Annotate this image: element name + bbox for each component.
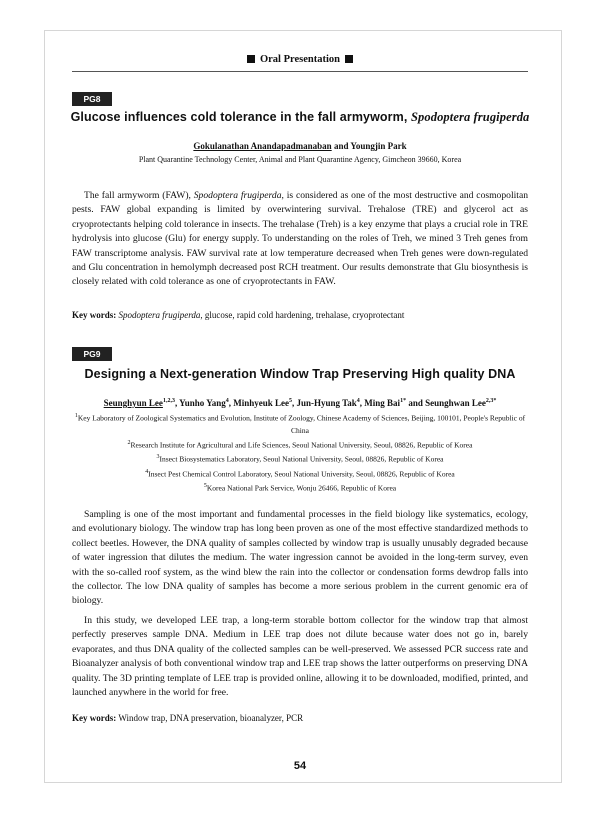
square-bullet-icon	[247, 55, 255, 63]
aff-text: Research Institute for Agricultural and Life Sciences, Seoul National University, Seoul, 08826, Republic of Korea	[130, 440, 473, 449]
section-header-label: Oral Presentation	[259, 54, 340, 65]
author-list-pg9: Seunghyun Lee$^{1,2,3}$, Yunho Yang$^4$, Minhyeuk Lee$^5$, Jun-Hyung Tak$^4$, Ming Bai$^{1*}$ and Seunghwan Lee$^{2,3*}$	[103, 398, 497, 408]
author-sup: 5	[289, 398, 292, 404]
affiliation-5	[70, 480, 530, 495]
page-number: 54	[293, 760, 307, 772]
author-name: Yunho Yang	[179, 398, 226, 408]
author-sup: 2,3*	[485, 398, 497, 404]
keywords-text: Window trap, DNA preservation, bioanalyzer, PCR	[116, 713, 304, 723]
aff-sup: 5	[203, 483, 207, 489]
title-text: Glucose influences cold tolerance in the fall armyworm,	[70, 110, 411, 124]
author-name: Jun-Hyung Tak	[296, 398, 357, 408]
body-text: , is considered as one of the most destructive and cosmopolitan pests. FAW global expanding is limited by overwintering survival. Trehalose (TRE) and glycerol act as cryoprotectants helping cold tolerance in insects. The trehalase (Treh) is a key enzyme that plays a crucial role in TRE hydrolysis into glucose (Glu) for energy supply. To understanding on the roles of Treh, we mined 3 Treh genes from FAW transcriptome analysis. FAW survival rate at low temperature decreased when Treh genes were down-regulated and Glu concentration in hemolymph decreased post RCH treatment. Our results demonstrate that Glu biosynthesis is closely related with cold tolerance as one of cryoprotectants in FAW.	[72, 190, 528, 288]
abstract-body-pg9-p1: Sampling is one of the most important and fundamental processes in the field biology like systematics, ecology, and evolutionary biology. The window trap has long been proven as one of the most effective standardized methods to collect beetles. However, the DNA quality of samples collected by window trap is usually unusably degraded because of water ingression that dilutes the medium. The water ingression cannot be avoided in the long-term survey, even with the so-called roof system, as the wind blew the rain into the collector or condensation forms dewdrop falls into the collector. The low DNA quality of samples has become a more serious problem in the current genomic era of biology.	[72, 509, 528, 607]
affiliation-3	[70, 451, 530, 466]
keywords-text: , glucose, rapid cold hardening, trehalase, cryoprotectant	[200, 310, 405, 320]
abstract-body-pg8	[72, 189, 528, 290]
author-sup: 4	[225, 398, 229, 404]
abstract-title-pg8	[60, 110, 540, 125]
abstract-body-pg9-p2: In this study, we developed LEE trap, a long-term storable bottom collector for the window trap that almost perfectly preserves sample DNA. Medium in LEE trap does not dilute because water does not go in, barely evaporates, and thus DNA quality of the collected samples can be well-preserved. We assessed PCR success rate and Bioanalyzer analysis of both conventional window trap and LEE trap shows the latter outperforms on preserving DNA quality. The 3D printing template of LEE trap is provided online, allowing it to be downloaded, modified, printed, and launched anywhere in the world for free.	[72, 615, 528, 699]
body-text: The fall armyworm (FAW),	[84, 190, 194, 201]
abstract-tag-pg9: PG9	[72, 347, 112, 361]
abstract-title-pg9: Designing a Next-generation Window Trap Preserving High quality DNA	[84, 367, 516, 381]
author-list-pg8	[60, 141, 540, 151]
keywords-pg8	[72, 310, 528, 320]
affiliation-1	[70, 410, 530, 437]
aff-text: Insect Pest Chemical Control Laboratory, Seoul National University, Seoul, 08826, Republic of Korea	[148, 469, 455, 478]
author-name: Seunghwan Lee	[425, 398, 486, 408]
keywords-label: Key words:	[72, 713, 117, 723]
presenting-author: Gokulanathan Anandapadmanaban	[193, 141, 332, 151]
aff-sup: 3	[156, 454, 160, 460]
author-sup: 1,2,3	[162, 398, 175, 404]
aff-text: Insect Biosystematics Laboratory, Seoul National University, Seoul, 08826, Republic of Korea	[159, 454, 444, 464]
affiliation-4	[70, 466, 530, 481]
keywords-label: Key words:	[72, 310, 117, 320]
section-header	[0, 54, 600, 65]
aff-sup: 1	[74, 413, 78, 419]
aff-sup: 4	[145, 468, 149, 475]
abstract-tag-pg8: PG8	[72, 92, 112, 106]
aff-sup: 2	[127, 439, 131, 446]
body-italic: Spodoptera frugiperda	[193, 190, 282, 201]
keywords-italic: Spodoptera frugiperda	[118, 310, 201, 320]
aff-text: Key Laboratory of Zoological Systematics and Evolution, Institute of Zoology, Chinese Academy of Sciences, Beijing, 100101, People's Republic of China	[77, 413, 526, 435]
header-rule	[72, 71, 528, 72]
square-bullet-icon	[345, 55, 353, 63]
aff-text: Korea National Park Service, Wonju 26466, Republic of Korea	[206, 483, 397, 493]
title-italic: Spodoptera frugiperda	[410, 110, 530, 124]
affiliation-pg8: Plant Quarantine Technology Center, Animal and Plant Quarantine Agency, Gimcheon 39660, Korea	[138, 155, 462, 164]
author-sup: 4	[356, 398, 360, 404]
author-sup: 1*	[400, 398, 407, 404]
affiliations-pg9	[70, 410, 530, 495]
keywords-pg9	[72, 713, 528, 723]
author-name: Minhyeuk Lee	[233, 398, 289, 408]
author-name: Ming Bai	[364, 398, 401, 408]
author-rest: and Youngjin Park	[331, 141, 407, 151]
affiliation-2	[70, 437, 530, 452]
author-name: Seunghyun Lee	[103, 398, 163, 408]
